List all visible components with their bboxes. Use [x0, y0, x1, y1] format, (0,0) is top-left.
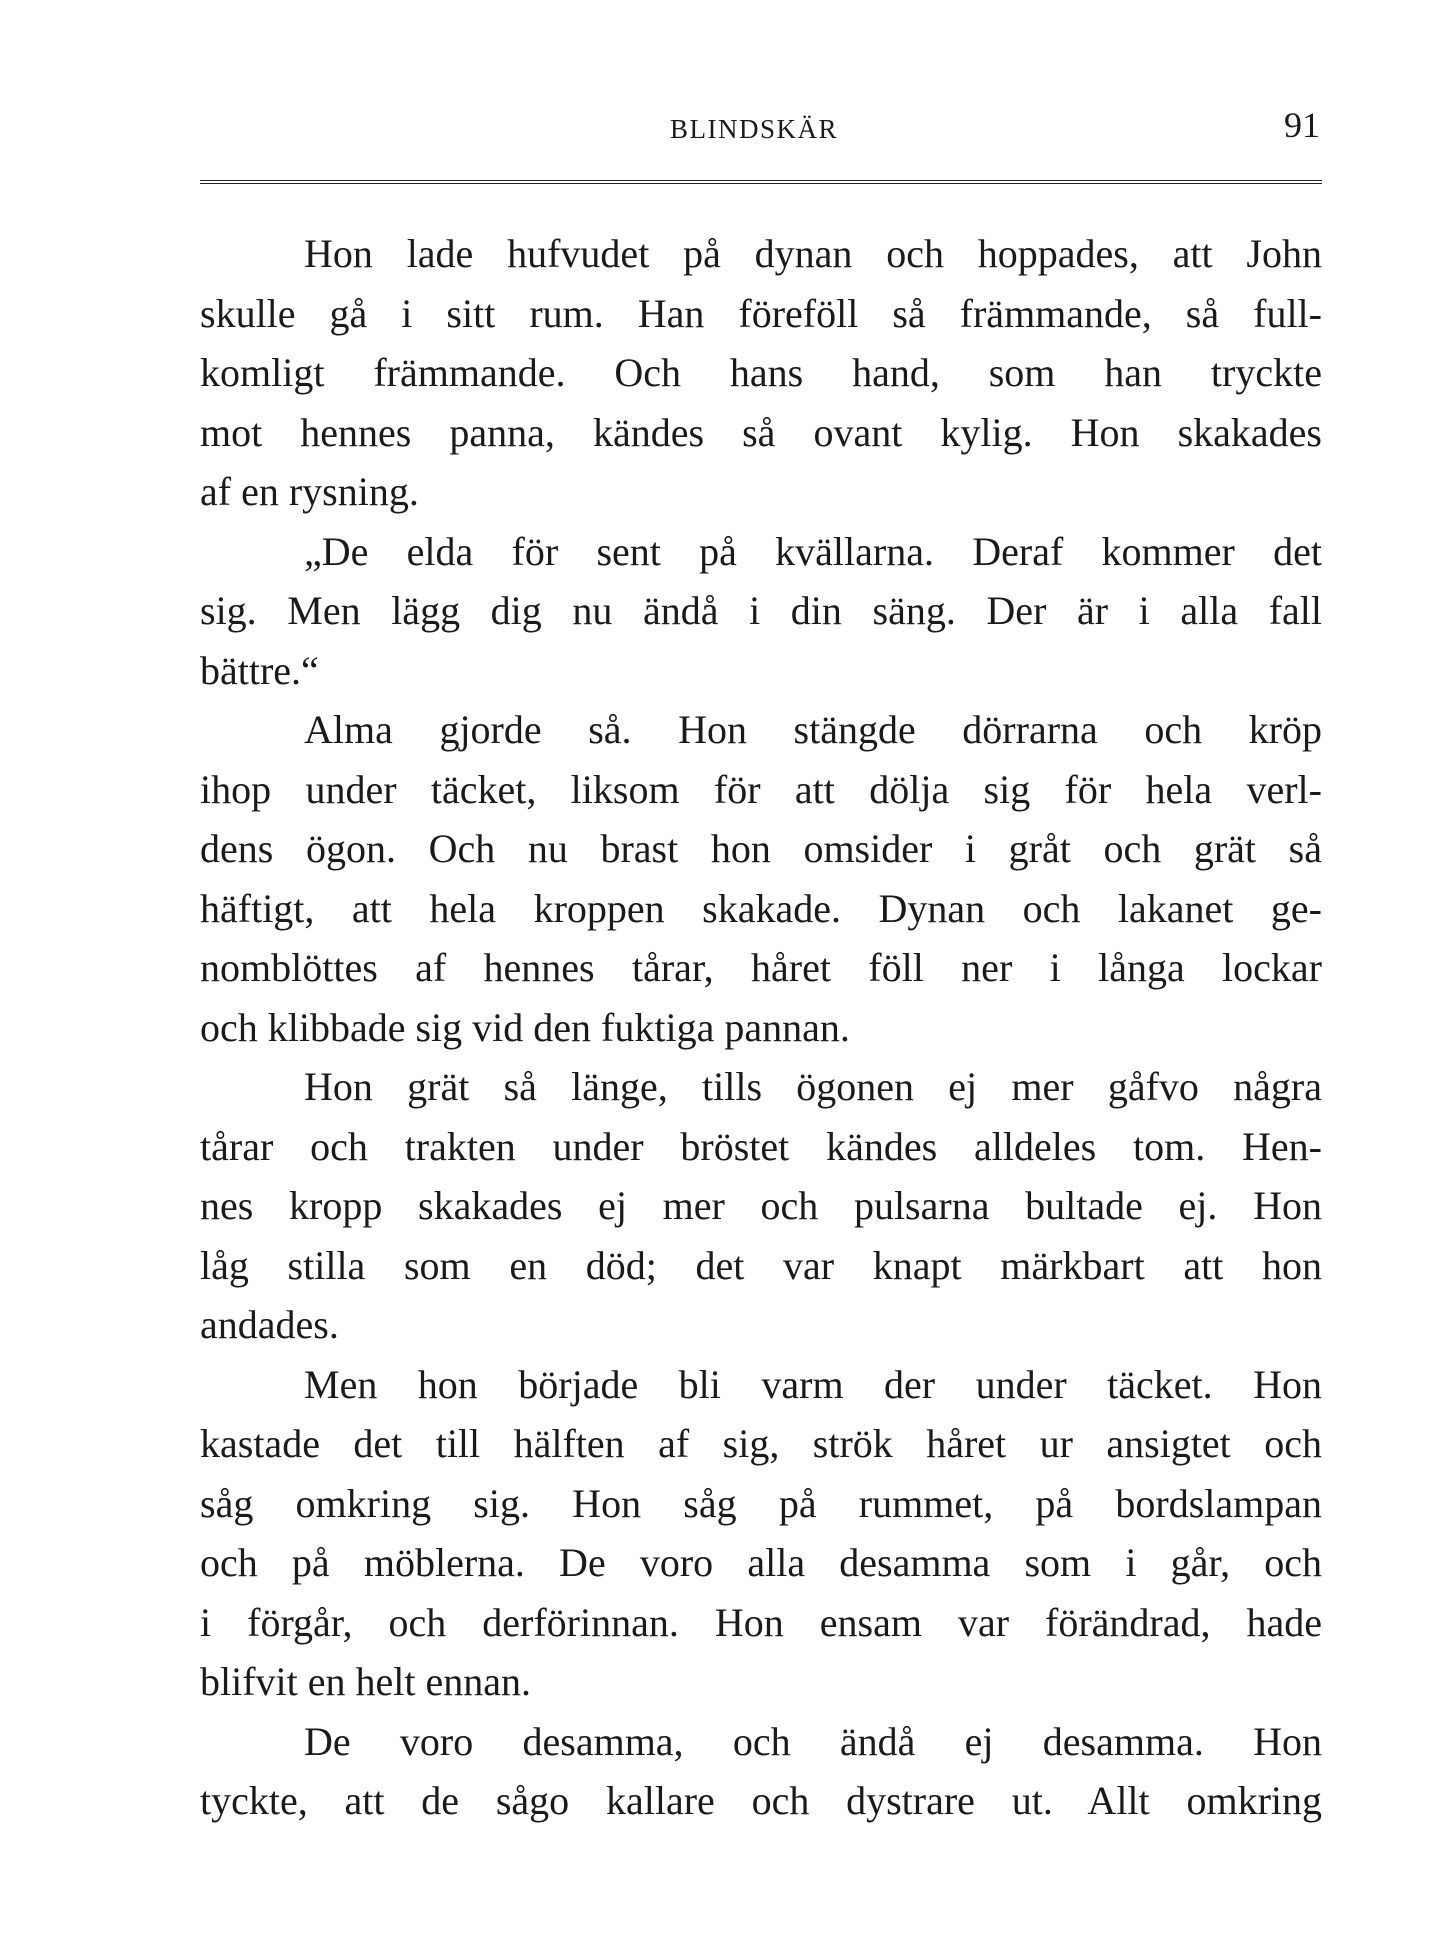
- paragraph: [200, 1712, 1322, 1831]
- page-number: 91: [1284, 105, 1320, 145]
- body-text: [200, 224, 1322, 1831]
- text-line: nes kropp skakades ej mer och pulsarna bultade ej. Hon: [200, 1183, 1322, 1228]
- text-line: nomblöttes af hennes tårar, håret föll ner i långa lockar: [200, 945, 1322, 990]
- text-line: skulle gå i sitt rum. Han föreföll så främmande, så full-: [200, 290, 1322, 336]
- text-line: ihop under täcket, liksom för att dölja sig för hela verl-: [200, 766, 1322, 812]
- header-rule: [200, 180, 1322, 184]
- page-header: [200, 100, 1320, 160]
- paragraph: [200, 224, 1322, 522]
- text-line: och på möblerna. De voro alla desamma som i går, och: [200, 1540, 1322, 1585]
- text-line: och klibbade sig vid den fuktiga pannan.: [200, 1004, 850, 1050]
- paragraph: [200, 522, 1322, 701]
- text-line: sig. Men lägg dig nu ändå i din säng. Der är i alla fall: [200, 588, 1322, 633]
- running-title: BLINDSKÄR: [670, 114, 839, 144]
- text-line: „De elda för sent på kvällarna. Deraf kommer det: [304, 528, 1322, 574]
- text-line: af en rysning.: [200, 469, 419, 514]
- paragraph: [200, 700, 1322, 1057]
- text-line: mot hennes panna, kändes så ovant kylig. Hon skakades: [200, 409, 1322, 455]
- text-line: dens ögon. Och nu brast hon omsider i gråt och grät så: [200, 826, 1322, 871]
- text-line: Hon grät så länge, tills ögonen ej mer gåfvo några: [304, 1064, 1322, 1109]
- text-line: i förgår, och derförinnan. Hon ensam var förändrad, hade: [200, 1599, 1322, 1645]
- text-line: Hon lade hufvudet på dynan och hoppades, att John: [304, 231, 1322, 276]
- text-line: blifvit en helt ennan.: [200, 1659, 532, 1704]
- text-line: andades.: [200, 1302, 339, 1347]
- text-line: bättre.“: [200, 647, 319, 693]
- paragraph: [200, 1355, 1322, 1712]
- text-line: komligt främmande. Och hans hand, som han tryckte: [200, 350, 1322, 395]
- text-line: tårar och trakten under bröstet kändes alldeles tom. Hen-: [200, 1123, 1322, 1169]
- text-line: De voro desamma, och ändå ej desamma. Hon: [304, 1718, 1322, 1764]
- text-line: Men hon började bli varm der under täcket. Hon: [304, 1361, 1322, 1407]
- text-line: såg omkring sig. Hon såg på rummet, på bordslampan: [200, 1480, 1322, 1526]
- text-line: låg stilla som en död; det var knapt märkbart att hon: [200, 1242, 1322, 1288]
- text-line: tyckte, att de sågo kallare och dystrare ut. Allt omkring: [200, 1778, 1322, 1823]
- text-line: kastade det till hälften af sig, strök håret ur ansigtet och: [200, 1421, 1322, 1466]
- text-line: Alma gjorde så. Hon stängde dörrarna och kröp: [304, 707, 1322, 752]
- text-line: häftigt, att hela kroppen skakade. Dynan och lakanet ge-: [200, 885, 1322, 931]
- paragraph: [200, 1057, 1322, 1355]
